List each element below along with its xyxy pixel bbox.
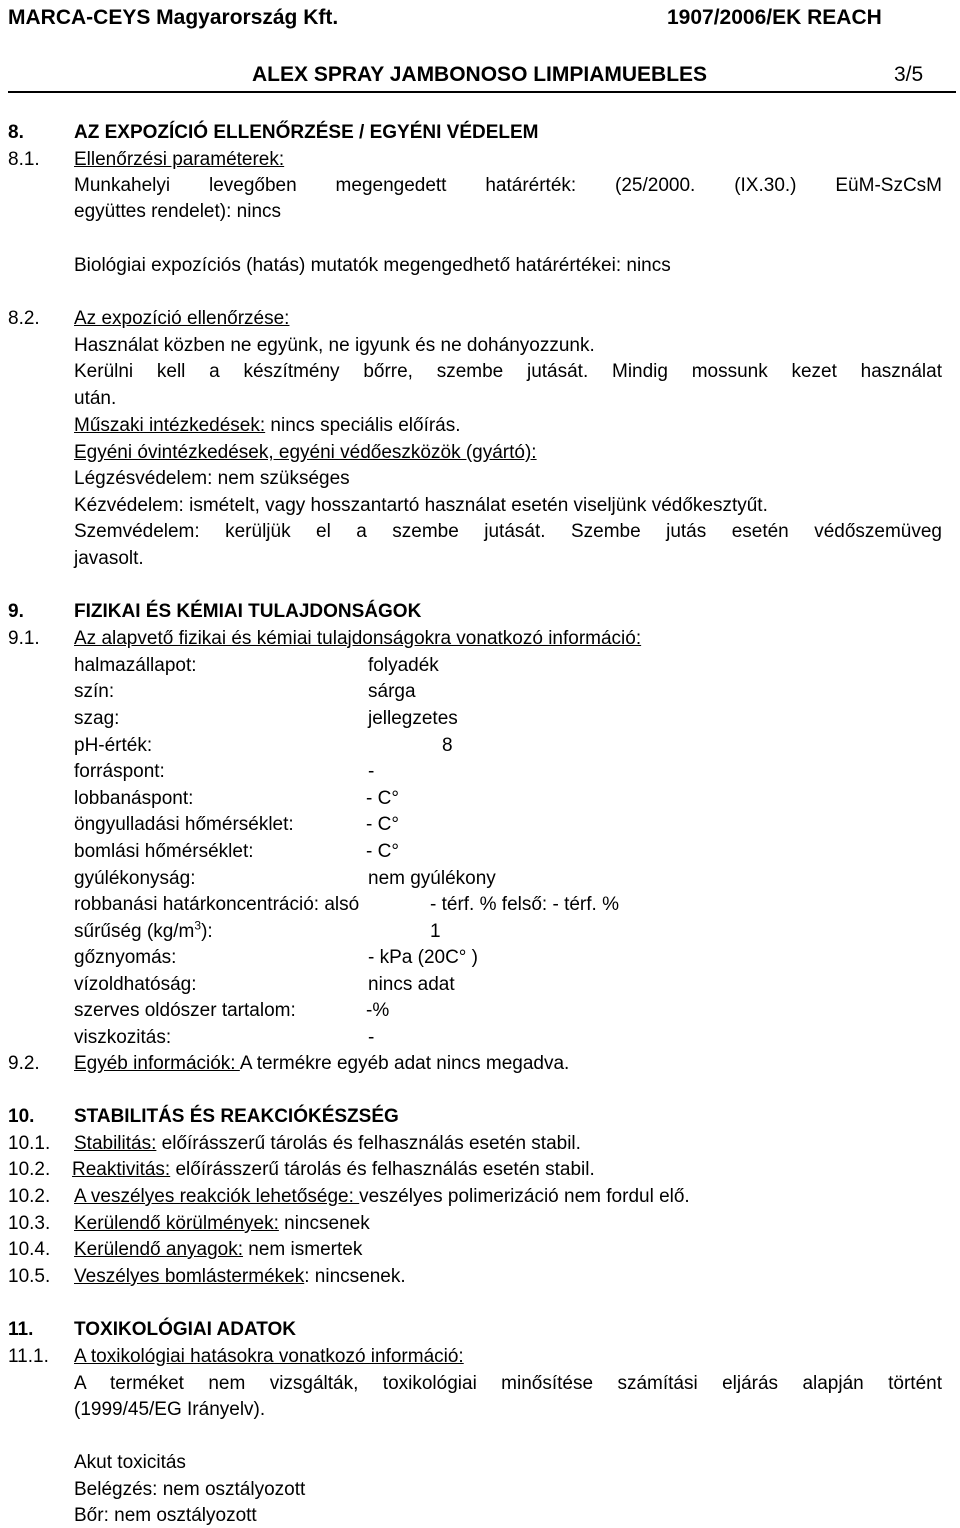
- section-11-number: 11.: [8, 1319, 34, 1340]
- property-value: nincs adat: [368, 974, 455, 995]
- section-8-1-line-2: együttes rendelet): nincs: [74, 201, 282, 222]
- section-10-item-label: Kerülendő körülmények:: [74, 1213, 279, 1234]
- section-11-title: TOXIKOLÓGIAI ADATOK: [74, 1319, 297, 1340]
- section-9-title: FIZIKAI ÉS KÉMIAI TULAJDONSÁGOK: [74, 601, 422, 622]
- section-10-item-number: 10.2.: [8, 1186, 51, 1207]
- property-label: szín:: [74, 681, 115, 702]
- section-9-2-label: Egyéb információk:: [74, 1053, 240, 1074]
- section-8-2-number: 8.2.: [8, 308, 40, 329]
- property-value: - C°: [366, 788, 399, 809]
- section-10-item-label: A veszélyes reakciók lehetősége:: [74, 1186, 360, 1207]
- property-label: gyúlékonyság:: [74, 868, 196, 889]
- respiratory-protection: Légzésvédelem: nem szükséges: [74, 468, 350, 489]
- section-8-2-title: Az expozíció ellenőrzése:: [74, 308, 290, 329]
- section-10-item-label: Reaktivitás:: [72, 1159, 171, 1180]
- section-9-1-title: Az alapvető fizikai és kémiai tulajdonságokra vonatkozó információ:: [74, 628, 642, 649]
- property-value: nem gyúlékony: [368, 868, 496, 889]
- property-label: robbanási határkoncentráció: alsó: [74, 894, 360, 915]
- property-value: - C°: [366, 841, 399, 862]
- skin-classification: Bőr: nem osztályozott: [74, 1505, 257, 1526]
- section-11-1-title: A toxikológiai hatásokra vonatkozó információ:: [74, 1346, 464, 1367]
- section-10-item: [74, 1265, 406, 1289]
- section-10-item-number: 10.4.: [8, 1239, 51, 1260]
- section-10-item-label: Stabilitás:: [74, 1133, 157, 1154]
- section-10-item-text: előírásszerű tárolás és felhasználás esetén stabil.: [156, 1133, 581, 1154]
- ppe-title: Egyéni óvintézkedések, egyéni védőeszközök (gyártó):: [74, 442, 537, 463]
- property-value: 8: [442, 735, 453, 756]
- technical-measures: [74, 414, 461, 438]
- property-label: halmazállapot:: [74, 655, 197, 676]
- company-name: MARCA-CEYS Magyarország Kft.: [8, 6, 339, 29]
- section-9-1-number: 9.1.: [8, 628, 40, 649]
- property-value: jellegzetes: [368, 708, 458, 729]
- regulation-ref: 1907/2006/EK REACH: [667, 6, 882, 29]
- property-label: öngyulladási hőmérséklet:: [74, 814, 294, 835]
- section-10-item-number: 10.5.: [8, 1266, 51, 1287]
- inhalation-classification: Belégzés: nem osztályozott: [74, 1479, 306, 1500]
- hand-protection: Kézvédelem: ismételt, vagy hosszantartó használat esetén viseljünk védőkesztyűt.: [74, 495, 768, 516]
- property-label: vízoldhatóság:: [74, 974, 197, 995]
- section-10-item-number: 10.2.: [8, 1159, 51, 1180]
- section-8-1-line-1: Munkahelyi levegőben megengedett határérték: (25/2000. (IX.30.) EüM-SzCsM: [74, 175, 942, 196]
- section-10-item: [72, 1158, 595, 1182]
- section-10-item-label: Kerülendő anyagok:: [74, 1239, 244, 1260]
- section-8-title: AZ EXPOZÍCIÓ ELLENŐRZÉSE / EGYÉNI VÉDELEM: [74, 122, 539, 143]
- property-value: -%: [366, 1000, 390, 1021]
- property-label: viszkozitás:: [74, 1027, 172, 1048]
- property-value: folyadék: [368, 655, 439, 676]
- page-number: 3/5: [894, 63, 924, 86]
- section-10-item: [74, 1185, 690, 1209]
- section-10-item-label: Veszélyes bomlástermékek: [74, 1266, 305, 1287]
- section-8-1-line-3: Biológiai expozíciós (hatás) mutatók megengedhető határértékei: nincs: [74, 255, 671, 276]
- technical-measures-value: nincs speciális előírás.: [265, 415, 461, 436]
- section-8-2-line-1: Használat közben ne együnk, ne igyunk és ne dohányozzunk.: [74, 335, 595, 356]
- section-10-title: STABILITÁS ÉS REAKCIÓKÉSZSÉG: [74, 1106, 399, 1127]
- technical-measures-label: Műszaki intézkedések:: [74, 415, 266, 436]
- section-9-2-number: 9.2.: [8, 1053, 40, 1074]
- property-label: lobbanáspont:: [74, 788, 194, 809]
- section-10-item: [74, 1238, 362, 1262]
- property-value: -: [368, 761, 375, 782]
- section-8-2-line-3: után.: [74, 388, 117, 409]
- property-label: szerves oldószer tartalom:: [74, 1000, 296, 1021]
- section-10-item-number: 10.3.: [8, 1213, 51, 1234]
- section-9-number: 9.: [8, 601, 24, 622]
- property-value: 1: [430, 921, 441, 942]
- section-8-2-line-2: Kerülni kell a készítmény bőrre, szembe jutását. Mindig mossunk kezet használat: [74, 361, 942, 382]
- section-9-2-text: [74, 1052, 569, 1076]
- eye-protection-line-1: Szemvédelem: kerüljük el a szembe jutását. Szembe jutás esetén védőszemüveg: [74, 521, 942, 542]
- section-11-1-number: 11.1.: [8, 1346, 49, 1367]
- section-8-number: 8.: [8, 122, 24, 143]
- property-label: pH-érték:: [74, 735, 153, 756]
- section-10-item-text: : nincsenek.: [304, 1266, 406, 1287]
- section-10-item: [74, 1212, 370, 1236]
- section-10-number: 10.: [8, 1106, 35, 1127]
- property-label: szag:: [74, 708, 120, 729]
- product-name: ALEX SPRAY JAMBONOSO LIMPIAMUEBLES: [252, 63, 708, 86]
- property-value: -: [368, 1027, 375, 1048]
- property-label: forráspont:: [74, 761, 165, 782]
- section-10-item-text: veszélyes polimerizáció nem fordul elő.: [359, 1186, 690, 1207]
- property-value: - térf. % felső: - térf. %: [430, 894, 619, 915]
- section-10-item-text: nem ismertek: [243, 1239, 363, 1260]
- section-9-2-value: A termékre egyéb adat nincs megadva.: [239, 1053, 570, 1074]
- property-value: - C°: [366, 814, 399, 835]
- section-10-item-number: 10.1.: [8, 1133, 51, 1154]
- header-rule: [8, 91, 956, 93]
- property-label: bomlási hőmérséklet:: [74, 841, 254, 862]
- property-label: gőznyomás:: [74, 947, 177, 968]
- section-10-item: [74, 1132, 581, 1156]
- eye-protection-line-2: javasolt.: [74, 548, 144, 569]
- section-10-item-text: előírásszerű tárolás és felhasználás esetén stabil.: [170, 1159, 595, 1180]
- section-11-1-line-2: (1999/45/EG Irányelv).: [74, 1399, 266, 1420]
- section-8-1-number: 8.1.: [8, 149, 40, 170]
- section-8-1-title: Ellenőrzési paraméterek:: [74, 149, 285, 170]
- property-label: sűrűség $(kg/m^3)$:: [74, 918, 213, 942]
- section-10-item-text: nincsenek: [278, 1213, 370, 1234]
- property-value: - kPa (20C° ): [368, 947, 479, 968]
- section-11-1-line-1: A terméket nem vizsgálták, toxikológiai minősítése számítási eljárás alapján történt: [74, 1373, 942, 1394]
- acute-toxicity-heading: Akut toxicitás: [74, 1452, 186, 1473]
- property-value: sárga: [368, 681, 416, 702]
